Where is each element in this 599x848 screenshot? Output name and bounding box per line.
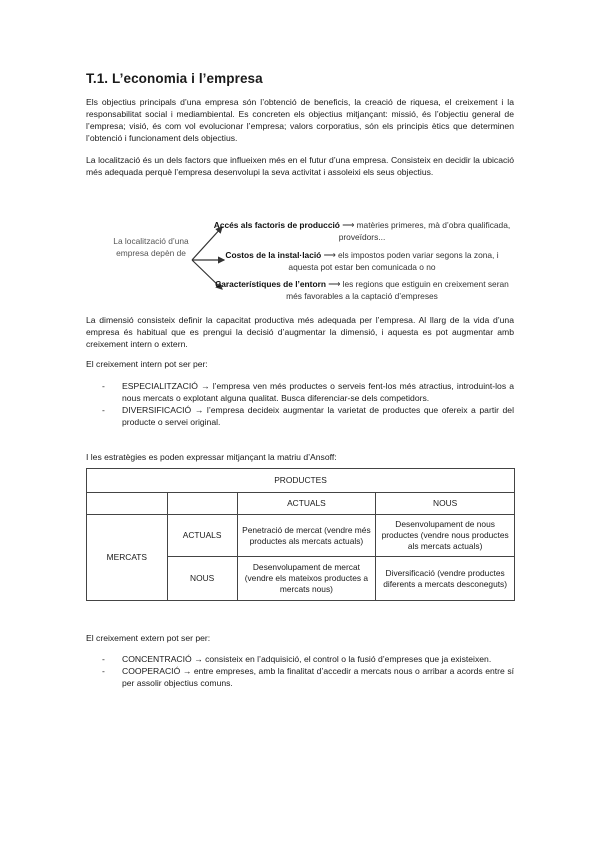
header-row-actuals: ACTUALS <box>167 515 237 557</box>
branch-factors-title: Accés als factoris de producció <box>213 220 340 230</box>
bullet-cooperation: COOPERACIÓ → entre empreses, amb la finalitat d’accedir a mercats nous o arribar a acords entre sí per assolir objectius comuns. <box>122 666 514 688</box>
branch-costs-text: ⟶ els impostos poden variar segons la zona, i aquesta pot estar ben comunicada o no <box>288 250 499 272</box>
paragraph-external-growth: El creixement extern pot ser per: <box>86 633 211 643</box>
paragraph-location: La localització és un dels factors que influeixen més en el futur d’una empresa. Consisteix en decidir la ubicació més adequada perquè l’empresa desenvolupi la seva activitat i assoleixi els seus objectius. <box>86 155 514 177</box>
list-item: - CONCENTRACIÓ → consisteix en l’adquisició, el control o la fusió d’empreses que ja existeixen. <box>102 654 492 664</box>
list-item: - ESPECIALITZACIÓ → l’empresa ven més productes o serveis fent-los més atractius, introduint-los a nous mercats o explotant alguna qualitat. Busca diferenciar-se dels competidors. <box>102 381 514 403</box>
paragraph-internal-growth: El creixement intern pot ser per: <box>86 359 208 369</box>
diagram-branch-costs <box>212 249 512 273</box>
location-diagram <box>110 215 510 305</box>
branch-environment-title: Característiques de l’entorn <box>215 279 326 289</box>
header-col-actuals: ACTUALS <box>237 493 376 515</box>
diagram-root-label: La localització d’una empresa depèn de <box>113 236 189 258</box>
branch-factors-text: ⟶ matèries primeres, mà d’obra qualificada, proveïdors... <box>338 220 511 242</box>
external-growth-list <box>86 653 514 689</box>
list-item: - DIVERSIFICACIÓ → l’empresa decideix augmentar la varietat de productes que ofereix a partir del producte o servei original. <box>102 405 514 427</box>
branch-environment-text: ⟶ les regions que estiguin en creixement seran més favorables a la captació d’empreses <box>286 279 509 301</box>
diagram-branch-environment <box>212 278 512 302</box>
empty-corner-1 <box>87 493 168 515</box>
bullet-diversification: DIVERSIFICACIÓ → l’empresa decideix augmentar la varietat de productes que ofereix a partir del producte o servei original. <box>122 405 514 427</box>
bullet-specialization: ESPECIALITZACIÓ → l’empresa ven més productes o serveis fent-los més atractius, introduint-los a nous mercats o explotant alguna qualitat. Busca diferenciar-se dels competidors. <box>122 381 514 403</box>
bullet-concentration: CONCENTRACIÓ → consisteix en l’adquisició, el control o la fusió d’empreses que ja existeixen. <box>122 654 492 664</box>
page-title: T.1. L’economia i l’empresa <box>86 71 263 86</box>
header-row-nous: NOUS <box>167 557 237 601</box>
paragraph-dimension: La dimensió consisteix definir la capacitat productiva més adequada per l’empresa. Al llarg de la vida d’una empresa és habitual que es prengui la decisió d’augmentar la dimensió, i aquesta es pot augmentar amb creixement intern o extern. <box>86 315 514 349</box>
cell-market-penetration: Penetració de mercat (vendre més productes als mercats actuals) <box>237 515 376 557</box>
ansoff-matrix <box>86 468 515 601</box>
header-productes: PRODUCTES <box>87 469 515 493</box>
branch-costs-title: Costos de la instal·lació <box>225 250 322 260</box>
list-item: - COOPERACIÓ → entre empreses, amb la finalitat d’accedir a mercats nous o arribar a acords entre sí per assolir objectius comuns. <box>102 666 514 688</box>
paragraph-ansoff-intro: I les estratègies es poden expressar mitjançant la matriu d’Ansoff: <box>86 452 337 462</box>
cell-market-development: Desenvolupament de mercat (vendre els mateixos productes a mercats nous) <box>237 557 376 601</box>
internal-growth-list <box>86 380 514 428</box>
empty-corner-2 <box>167 493 237 515</box>
header-mercats: MERCATS <box>87 515 168 601</box>
paragraph-objectives: Els objectius principals d’una empresa són l’obtenció de beneficis, la creació de riquesa, el creixement i la responsabilitat social i mediambiental. Es concreten els objectius mitjançant: missió, és l’objectiu general de l’empresa; visió, és com vol evolucionar l’empresa; valors corporatius, són els principis ètics que determinen l’obtenció i funcionament dels objectius. <box>86 97 514 143</box>
header-col-nous: NOUS <box>376 493 515 515</box>
cell-diversification: Diversificació (vendre productes diferents a mercats desconeguts) <box>376 557 515 601</box>
cell-product-development: Desenvolupament de nous productes (vendre nous productes als mercats actuals) <box>376 515 515 557</box>
diagram-branch-factors <box>212 219 512 243</box>
